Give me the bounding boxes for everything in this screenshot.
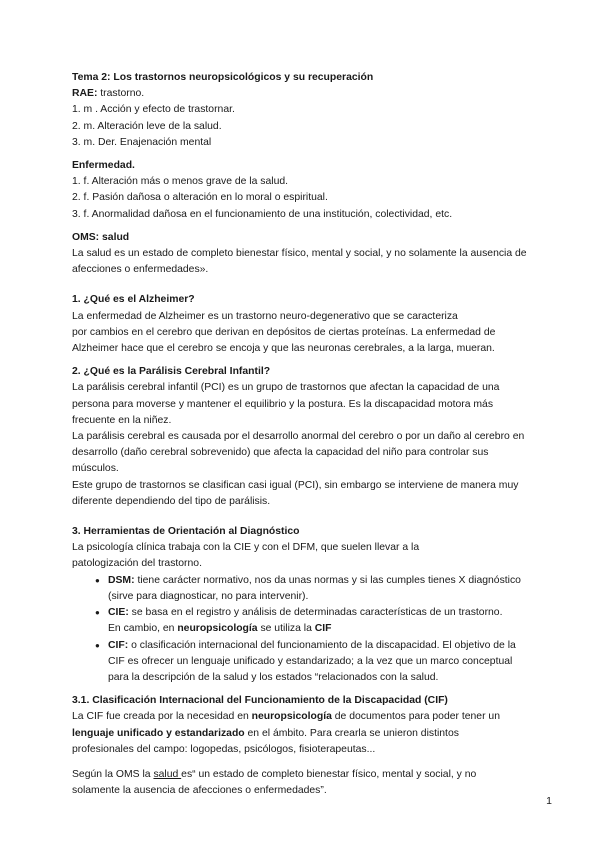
section-2-line-2: persona para moverse y mantener el equilibrio y la postura. Es la discapacidad motora más <box>72 398 494 410</box>
section-1-line-1: La enfermedad de Alzheimer es un trastorno neuro-degenerativo que se caracteriza <box>72 310 458 322</box>
section-3-heading: 3. Herramientas de Orientación al Diagnóstico <box>72 526 300 538</box>
cie-text-1: se basa en el registro y análisis de determinadas características de un trastorno. <box>128 607 503 619</box>
list-item-cie <box>97 605 542 637</box>
rae-term: trastorno. <box>97 88 145 100</box>
section-2-line-1: La parálisis cerebral infantil (PCI) es un grupo de trastornos que afectan la capacidad de una <box>72 382 500 394</box>
section-3-1-heading: 3.1. Clasificación Internacional del Funcionamiento de la Discapacidad (CIF) <box>72 695 448 707</box>
rae-def-2: 2. m. Alteración leve de la salud. <box>72 120 222 132</box>
oms-quote-line-2: solamente la ausencia de afecciones o enfermedades”. <box>72 785 327 797</box>
section-3-1-line-3: profesionales del campo: logopedas, psicólogos, fisioterapeutas... <box>72 743 376 755</box>
rae-label: RAE: <box>72 88 98 100</box>
section-3-1-line-1: La CIF fue creada por la necesidad en neuropsicología de documentos para poder tener un <box>72 711 500 723</box>
list-item-dsm <box>97 573 542 605</box>
section-1-heading: 1. ¿Qué es el Alzheimer? <box>72 294 195 306</box>
cif-text-2: CIF es ofrecer un lenguaje unificado y estandarizado; a la vez que un marco conceptual <box>108 655 513 667</box>
cie-label: CIE: <box>108 607 129 619</box>
section-2-line-5: desarrollo (daño cerebral sobrevenido) que afecta la capacidad del niño para controlar sus <box>72 447 489 459</box>
section-1-line-3: Alzheimer hace que el cerebro se encoja y que las neuronas cerebrales, a la larga, mueran. <box>72 343 495 355</box>
enfermedad-def-2: 2. f. Pasión dañosa o alteración en lo moral o espiritual. <box>72 192 328 204</box>
document-title: Tema 2: Los trastornos neuropsicológicos y su recuperación <box>72 72 374 83</box>
rae-def-3: 3. m. Der. Enajenación mental <box>72 136 212 148</box>
tools-list <box>72 573 542 686</box>
rae-def-1: 1. m . Acción y efecto de trastornar. <box>72 104 235 116</box>
oms-quote-line-1: Según la OMS la salud es“ un estado de completo bienestar físico, mental y social, y no <box>72 768 477 780</box>
section-2-line-7: Este grupo de trastornos se clasifican casi igual (PCI), sin embargo se interviene de manera muy <box>72 479 519 491</box>
section-2-heading: 2. ¿Qué es la Parálisis Cerebral Infantil? <box>72 366 271 378</box>
section-1-line-2: por cambios en el cerebro que derivan en depósitos de ciertas proteínas. La enfermedad de <box>72 326 496 338</box>
enfermedad-def-1: 1. f. Alteración más o menos grave de la salud. <box>72 176 289 188</box>
section-3-line-1: La psicología clínica trabaja con la CIE y con el DFM, que suelen llevar a la <box>72 542 420 554</box>
list-item-cif <box>97 638 542 687</box>
enfermedad-heading: Enfermedad. <box>72 160 135 172</box>
section-2-line-3: frecuente en la niñez. <box>72 414 172 426</box>
cif-text-1: o clasificación internacional del funcionamiento de la discapacidad. El objetivo de la <box>128 639 516 651</box>
oms-line-2: afecciones o enfermedades». <box>72 264 209 276</box>
enfermedad-def-3: 3. f. Anormalidad dañosa en el funcionamiento de una institución, colectividad, etc. <box>72 208 453 220</box>
rae-line <box>72 86 542 102</box>
dsm-label: DSM: <box>108 574 135 586</box>
document-body <box>72 70 542 799</box>
dsm-text-1: tiene carácter normativo, nos da unas normas y si las cumples tienes X diagnóstico <box>134 574 521 586</box>
oms-line-1: La salud es un estado de completo bienestar físico, mental y social, y no solamente la ausencia de <box>72 248 527 260</box>
cie-text-2: En cambio, en neuropsicología se utiliza la CIF <box>108 623 332 635</box>
dsm-text-2: (sirve para diagnosticar, no para intervenir). <box>108 590 309 602</box>
page-number: 1 <box>546 795 552 807</box>
section-2-line-6: músculos. <box>72 463 119 475</box>
section-3-line-2: patologización del trastorno. <box>72 558 202 570</box>
section-2-line-4: La parálisis cerebral es causada por el desarrollo anormal del cerebro o por un daño al cerebro en <box>72 431 525 443</box>
oms-heading: OMS: salud <box>72 231 130 243</box>
section-3-1-line-2: lenguaje unificado y estandarizado en el ámbito. Para crearla se unieron distintos <box>72 727 459 739</box>
cif-label: CIF: <box>108 639 129 651</box>
section-2-line-8: diferente dependiendo del tipo de parálisis. <box>72 495 271 507</box>
cif-text-3: para la descripción de la salud y los estados “relacionados con la salud. <box>108 671 439 683</box>
